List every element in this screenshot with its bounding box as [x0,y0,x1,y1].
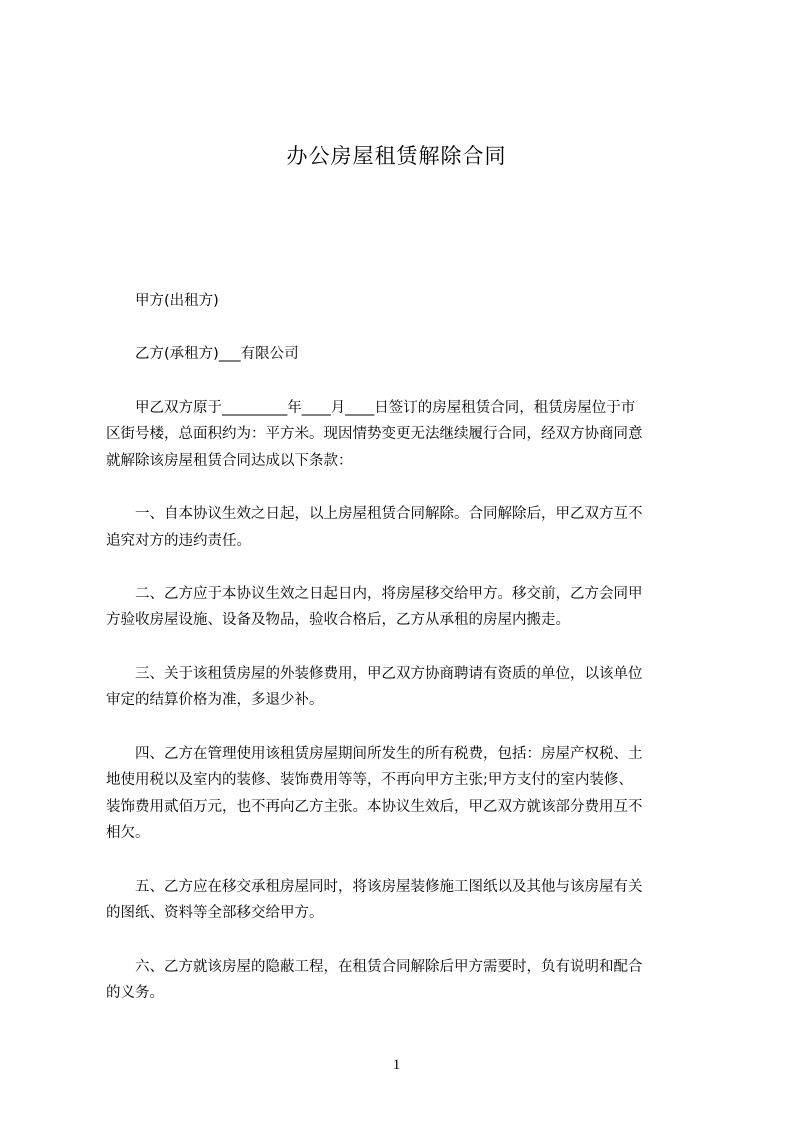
party-a-line: 甲方(出租方) [106,293,219,309]
clause-3-line-1: 三、关于该租赁房屋的外装修费用，甲乙双方协商聘请有资质的单位，以该单位 [106,666,643,682]
clause-4-line-4: 相欠。 [106,825,150,841]
clause-2-line-1: 二、乙方应于本协议生效之日起日内，将房屋移交给甲方。移交前，乙方会同甲 [106,586,643,602]
clause-1-line-2: 追究对方的违约责任。 [106,533,251,549]
clause-3-line-2: 审定的结算价格为准，多退少补。 [106,692,324,708]
document-title: 办公房屋租赁解除合同 [286,144,507,168]
clause-5-line-2: 的图纸、资料等全部移交给甲方。 [106,905,324,921]
clause-5-line-1: 五、乙方应在移交承租房屋同时，将该房屋装修施工图纸以及其他与该房屋有关 [106,879,643,895]
intro-paragraph-line-2: 区街号楼，总面积约为：平方米。现因情势变更无法继续履行合同，经双方协商同意 [106,426,643,442]
intro-paragraph-line-3: 就解除该房屋租赁合同达成以下条款： [106,453,353,469]
clause-6-line-1: 六、乙方就该房屋的隐蔽工程，在租赁合同解除后甲方需要时，负有说明和配合 [106,959,643,975]
clause-4-line-3: 装饰费用贰佰万元，也不再向乙方主张。本协议生效后，甲乙双方就该部分费用互不 [106,799,643,815]
party-b-line: 乙方(承租方)___有限公司 [106,346,299,362]
clause-6-line-2: 的义务。 [106,985,164,1001]
clause-1-line-1: 一、自本协议生效之日起，以上房屋租赁合同解除。合同解除后，甲乙双方互不 [106,506,643,522]
clause-4-line-2: 地使用税以及室内的装修、装饰费用等等，不再向甲方主张;甲方支付的室内装修、 [106,772,633,788]
clause-2-line-2: 方验收房屋设施、设备及物品，验收合格后，乙方从承租的房屋内搬走。 [106,612,570,628]
intro-paragraph-line-1: 甲乙双方原于_________年____月____日签订的房屋租赁合同，租赁房屋位于市 [106,400,636,416]
clause-4-line-1: 四、乙方在管理使用该租赁房屋期间所发生的所有税费，包括：房屋产权税、土 [106,746,643,762]
page-number: 1 [392,1057,401,1073]
